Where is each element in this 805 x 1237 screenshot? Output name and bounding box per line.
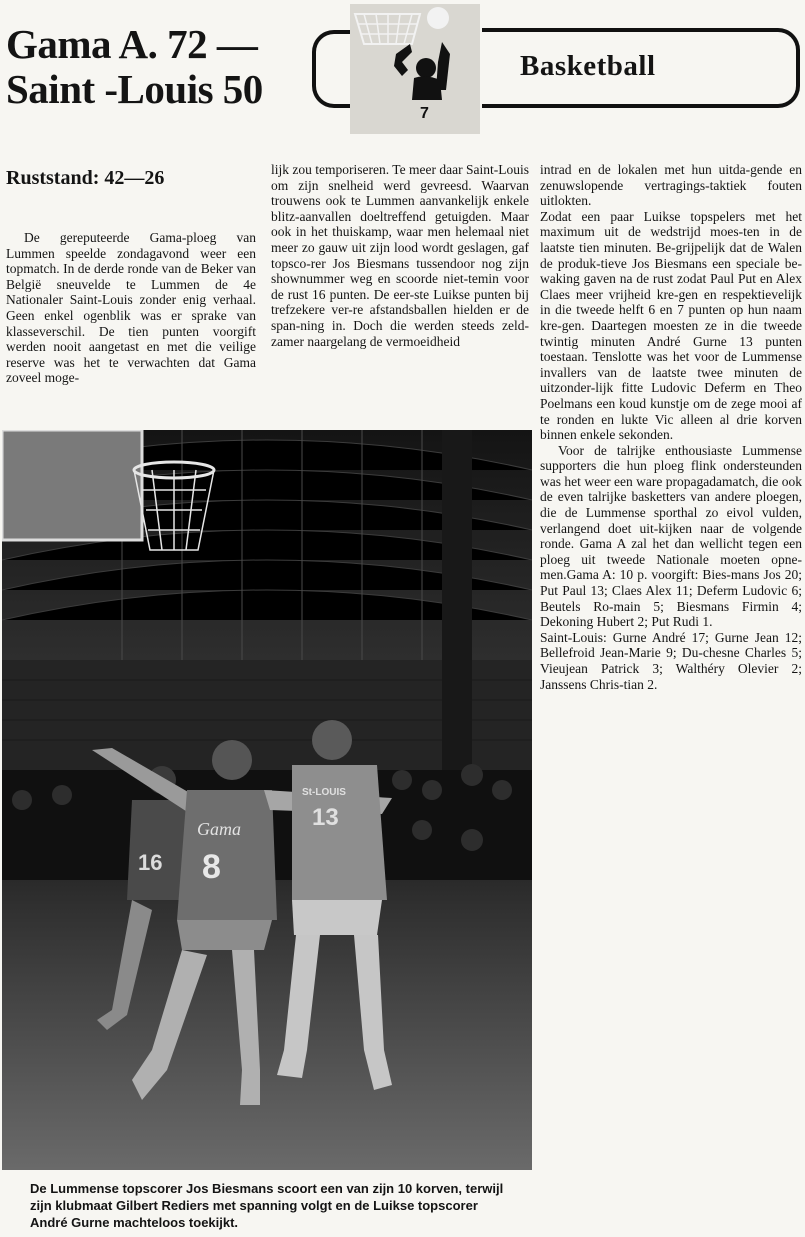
jersey-text-gama: Gama xyxy=(197,819,241,839)
headline xyxy=(6,22,306,112)
section-logo xyxy=(350,4,480,134)
column3-paragraph-4: Saint-Louis: Gurne André 17; Gurne Jean 12; Bellefroid Jean-Marie 9; Du-chesne Charles 5; Vieujean Patrick 3; Walthéry Olevier 2; Janssens Chris-tian 2. xyxy=(540,629,802,692)
game-photo xyxy=(2,430,532,1170)
article-column-2 xyxy=(271,162,529,349)
photo-caption: De Lummense topscorer Jos Biesmans scoort een van zijn 10 korven, terwijl zijn klubmaat Gilbert Rediers met spanning volgt en de Luikse topscorer André Gurne machteloos toekijkt. xyxy=(30,1181,504,1230)
halftime-subhead: Ruststand: 42—26 xyxy=(6,167,165,189)
section-label: Basketball xyxy=(520,50,656,82)
basketball-player-icon xyxy=(350,4,480,134)
jersey-number-13: 13 xyxy=(312,804,339,831)
jersey-number-8: 8 xyxy=(202,848,221,886)
basketball-game-photo xyxy=(2,430,532,1170)
column2-paragraph: lijk zou temporiseren. Te meer daar Saint-Louis om zijn snelheid werd gevreesd. Waarvan trouwens ook te Lummen aanvankelijk enkele blitz-aanvallen doeltreffend getuigden. Maar ook in het thuiskamp, waar men helemaal niet meer zo gauw uit zijn lood wordt geslagen, gaf topsco-rer Jos Biesmans tussendoor nog zijn shownummer weg en scoorde niet-temin voor de rust 16 punten. De eer-ste Luikse punten bij trefzekere ver-re afstandsballen hielden er de span-ning in. Doch die werden steeds zeld-zamer naargelang de vermoeidheid xyxy=(271,162,529,349)
column3-paragraph-3: Voor de talrijke enthousiaste Lummense supporters die hun ploeg flink ondersteunden was het weer een ware propagadamatch, die ook de even talrijke basketters van andere ploegen, die de Lummense sporthal zo eivol vulden, verlangend doet uit-kijken naar de volgende ronde. Gama A zal het dan wellicht tegen een ploeg uit tweede Nationale moeten opne-men.Gama A: 10 p. voorgift: Bies-mans Jos 20; Put Paul 13; Claes Alex 11; Deferm Ludovic 6; Beutels Ro-main 5; Biesmans Firmin 4; Dekoning Hubert 2; Put Rudi 1. xyxy=(540,442,802,630)
column3-paragraph-2: Zodat een paar Luikse topspelers met het maximum uit de wedstrijd moes-ten in de laatste tien minuten. Be-grijpelijk dat de Walen de produk-tieve Jos Biesmans een speciale be-waking gaven na de rust zodat Paul Put en Alex Claes meer vrijheid kre-gen en respektievelijk in die tweede helft 6 en 7 punten op hun naam kre-gen. Daartegen moesten ze in die tweede twintig minuten André Gurne 13 punten toestaan. Tenslotte was het voor de Lummense invallers van de laatste twee minuten de uitzonder-lijk fitte Ludovic Deferm en Theo Poelmans een koud kunstje om de zege mooi af te ronden en lukte Vic alleen al drie korven binnen enkele sekonden. xyxy=(540,208,802,443)
article-column-1 xyxy=(6,160,256,386)
logo-number: 7 xyxy=(420,105,429,122)
column3-paragraph-1: intrad en de lokalen met hun uitda-gende en zenuwslopende vertragings-taktiek fouten uitlokten. xyxy=(540,162,802,209)
jersey-text-st-louis: St-LOUIS xyxy=(302,787,346,798)
headline-line2: Saint -Louis 50 xyxy=(6,66,263,112)
column1-paragraph: De gereputeerde Gama-ploeg van Lummen speelde zondagavond weer een topmatch. In de derde ronde van de Beker van België sneuvelde te Lummen de 4e Nationaler Saint-Louis zonder enig verhaal. Geen enkel ogenblik was er sprake van klasseverschil. De tien punten voorgift werden nooit aangetast en met die veilige reserve was het te verwachten dat Gama zoveel moge- xyxy=(6,230,256,386)
left-bracket xyxy=(312,30,352,108)
article-column-3 xyxy=(540,162,802,692)
headline-line1: Gama A. 72 — xyxy=(6,21,258,67)
jersey-number-16: 16 xyxy=(138,850,163,875)
